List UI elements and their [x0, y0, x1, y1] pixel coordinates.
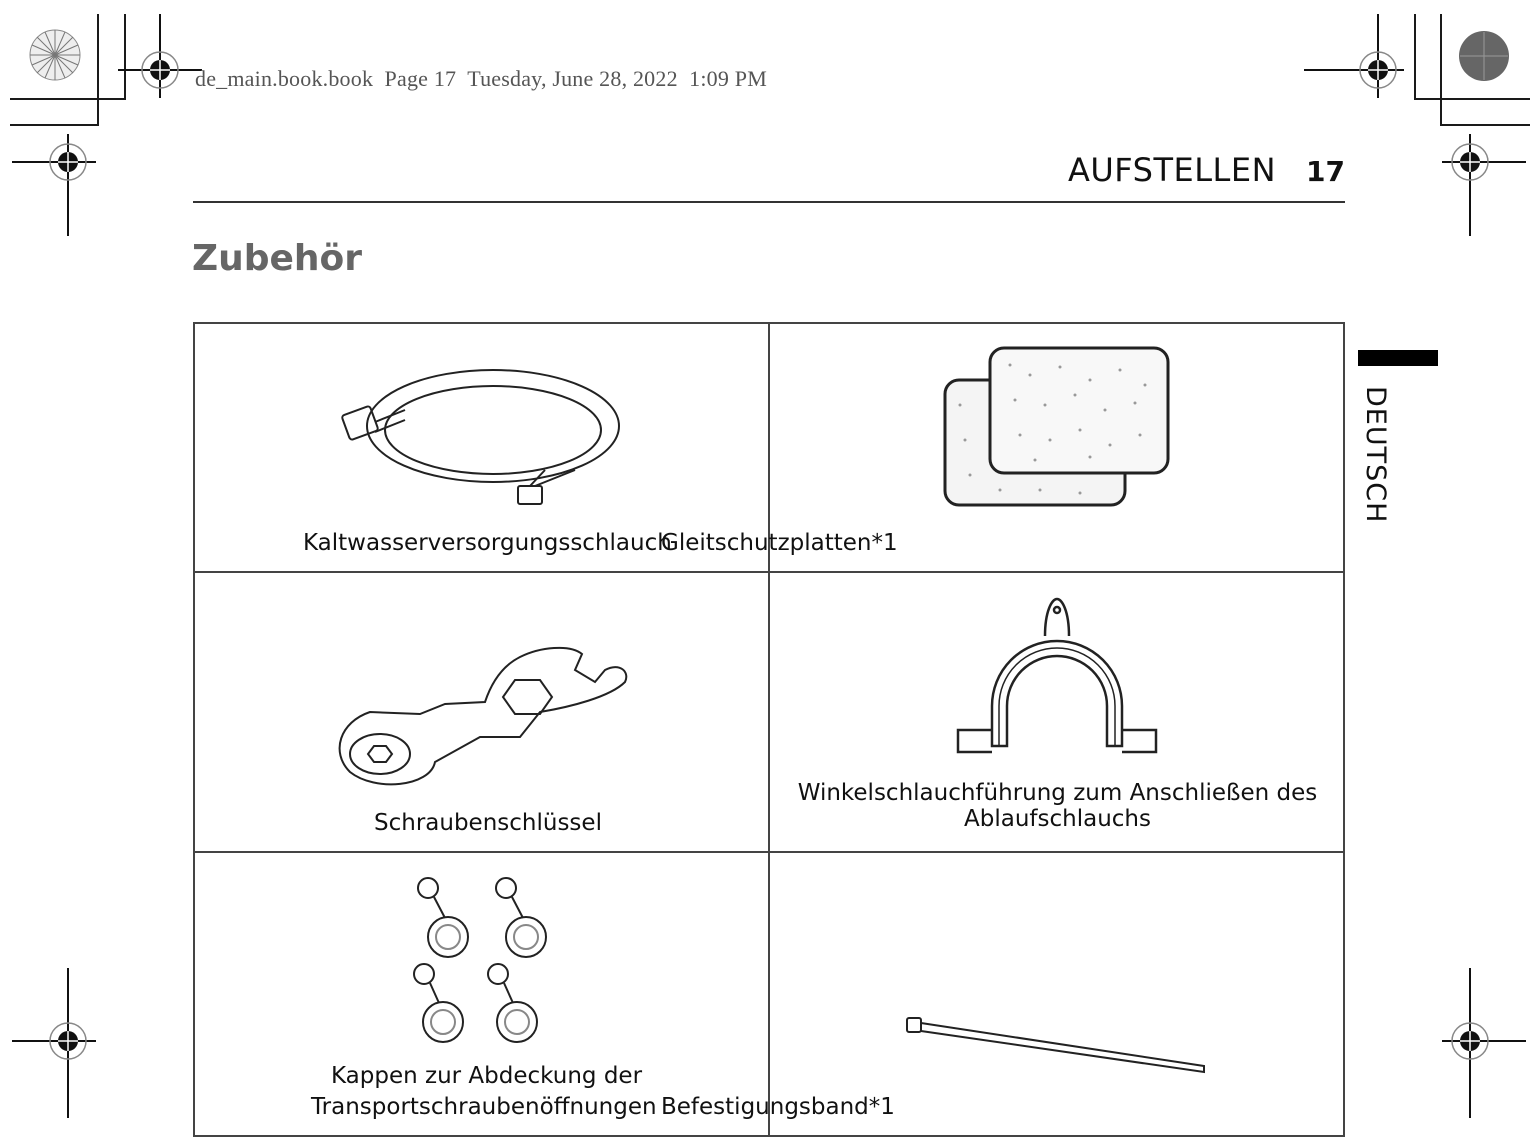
- language-tab-marker: [1358, 350, 1438, 366]
- crosshair-icon: [1442, 134, 1526, 236]
- anti-slip-pads-icon: [940, 345, 1175, 510]
- table-row-divider: [193, 851, 1345, 853]
- print-info-slug: de_main.book.book Page 17 Tuesday, June 28, 2022 1:09 PM: [195, 66, 767, 91]
- cable-tie-icon: [904, 1014, 1214, 1076]
- crosshair-icon: [12, 968, 96, 1118]
- page-number: 17: [1306, 155, 1345, 188]
- header-rule: [193, 201, 1345, 203]
- elbow-hose-guide-icon: [952, 596, 1162, 758]
- language-tab-label: DEUTSCH: [1360, 386, 1391, 524]
- accessory-name: Kaltwasserversorgungsschlauch: [303, 530, 672, 556]
- registration-star-icon: [28, 28, 82, 82]
- accessory-name: Gleitschutzplatten*1: [661, 530, 898, 556]
- table-row-divider: [193, 571, 1345, 573]
- registration-dark-circle-icon: [1458, 30, 1510, 82]
- accessory-name-line1: Kappen zur Abdeckung der: [331, 1063, 643, 1089]
- bolt-hole-caps-icon: [410, 875, 555, 1045]
- crosshair-icon: [1304, 14, 1404, 98]
- spanner-icon: [330, 642, 635, 792]
- page-heading: Zubehör: [192, 238, 363, 279]
- table-column-divider: [768, 322, 770, 1137]
- accessory-name-line1: Winkelschlauchführung zum Anschließen des: [797, 780, 1318, 806]
- accessory-name-line2: Transportschraubenöffnungen: [311, 1094, 657, 1120]
- accessory-name: [770, 780, 1345, 832]
- accessory-name-line2: Ablaufschlauchs: [964, 806, 1151, 832]
- accessory-name: Befestigungsband*1: [661, 1094, 895, 1120]
- crosshair-icon: [1442, 968, 1526, 1118]
- section-title: AUFSTELLEN: [1067, 151, 1277, 189]
- water-hose-icon: [335, 358, 625, 508]
- crosshair-icon: [12, 134, 96, 236]
- accessory-name: Schraubenschlüssel: [374, 810, 602, 836]
- crosshair-icon: [118, 14, 202, 98]
- running-header: [1068, 151, 1345, 189]
